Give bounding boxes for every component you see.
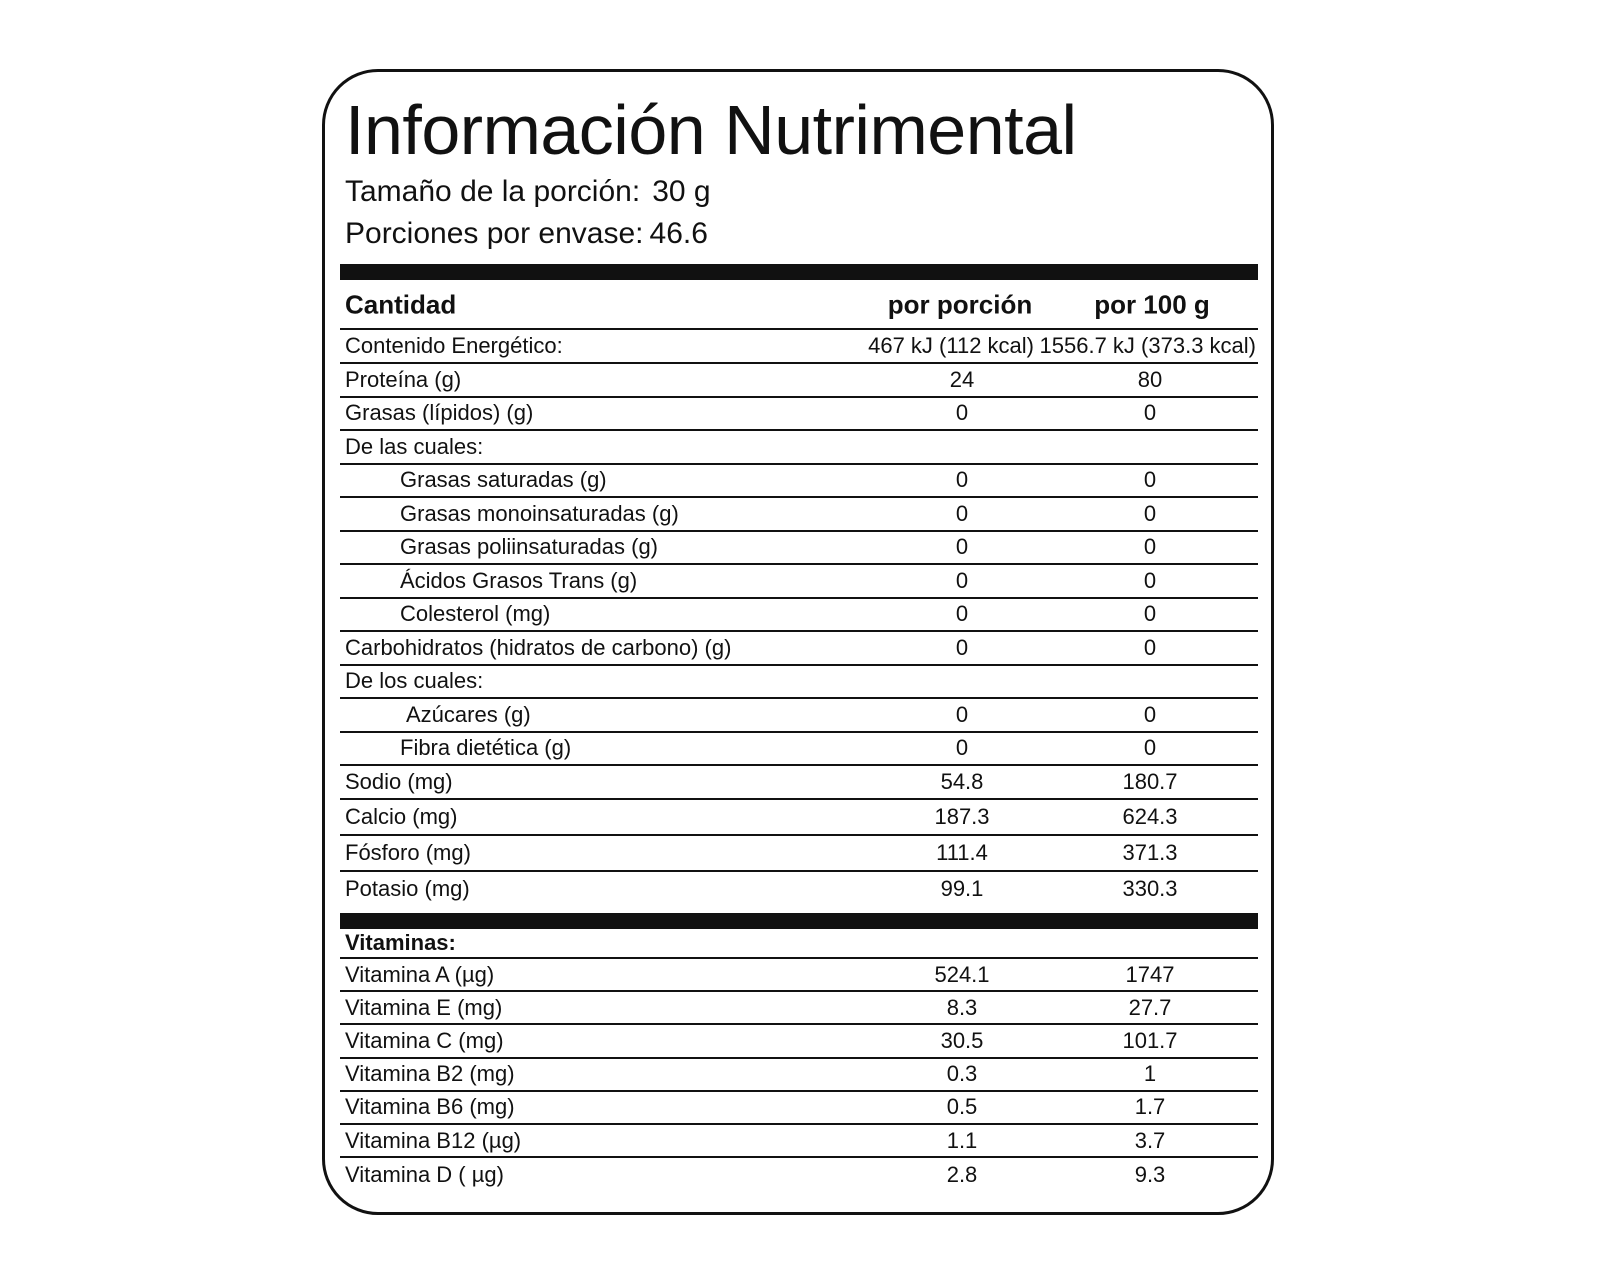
per-100g-value: 0	[1143, 534, 1157, 560]
nutrient-name: Grasas poliinsaturadas (g)	[400, 534, 659, 560]
vitamin-name: Vitamina B2 (mg)	[345, 1061, 515, 1087]
vitamins-heading-row	[340, 929, 1258, 959]
vitamins-heading: Vitaminas:	[345, 930, 456, 955]
top-divider	[340, 264, 1258, 280]
nutrient-name: Ácidos Grasos Trans (g)	[400, 567, 638, 593]
vitamin-name: Vitamina E (mg)	[345, 994, 503, 1020]
header-quantity: Cantidad	[345, 289, 457, 320]
per-100g-value: 0	[1143, 634, 1157, 660]
energy-per-100g: 1556.7 kJ (373.3 kcal)	[1039, 333, 1256, 358]
header-per-100g: por 100 g	[1094, 289, 1210, 320]
vitamins-table	[340, 929, 1258, 1191]
vitamin-name: Vitamina B6 (mg)	[345, 1094, 515, 1120]
table-row	[340, 398, 1258, 432]
serving-size	[345, 174, 711, 210]
table-row	[340, 733, 1258, 767]
per-100g-value: 101.7	[1122, 1027, 1178, 1053]
table-row	[340, 364, 1258, 398]
table-row	[340, 1025, 1258, 1058]
per-100g-value: 27.7	[1128, 994, 1172, 1020]
per-100g-value: 0	[1143, 467, 1157, 493]
servings-per-container	[345, 216, 708, 252]
per-serving-value: 0	[955, 400, 969, 426]
per-serving-value: 2.8	[946, 1161, 978, 1187]
per-serving-value: 99.1	[940, 875, 984, 901]
per-serving-value: 0	[955, 467, 969, 493]
servings-value: 46.6	[649, 217, 708, 250]
per-serving-value: 0.3	[946, 1061, 978, 1087]
vitamin-name: Vitamina D ( µg)	[345, 1161, 504, 1187]
table-row	[340, 1059, 1258, 1092]
per-100g-value: 0	[1143, 400, 1157, 426]
per-serving-value: 54.8	[940, 768, 984, 794]
energy-row	[340, 330, 1258, 364]
nutrient-name: Potasio (mg)	[345, 875, 470, 901]
per-100g-value: 80	[1137, 366, 1163, 392]
per-100g-value: 180.7	[1122, 768, 1178, 794]
nutrient-name: Grasas (lípidos) (g)	[345, 400, 534, 426]
nutrient-group-label: De las cuales:	[345, 433, 484, 459]
per-100g-value: 1747	[1125, 961, 1175, 987]
nutrient-name: Fibra dietética (g)	[400, 735, 572, 761]
table-row	[340, 565, 1258, 599]
per-serving-value: 0	[955, 634, 969, 660]
table-row	[340, 699, 1258, 733]
table-row	[340, 836, 1258, 872]
nutrient-name: Azúcares (g)	[406, 701, 531, 727]
per-100g-value: 1	[1143, 1061, 1157, 1087]
vitamins-divider	[340, 913, 1258, 929]
nutrient-table	[340, 282, 1258, 906]
serving-size-label: Tamaño de la porción:	[345, 175, 641, 208]
header-per-serving: por porción	[887, 289, 1033, 320]
nutrient-name: Proteína (g)	[345, 366, 462, 392]
per-serving-value: 0	[955, 601, 969, 627]
table-row	[340, 1158, 1258, 1191]
table-header	[340, 282, 1258, 330]
per-serving-value: 0	[955, 701, 969, 727]
table-row	[340, 599, 1258, 633]
per-serving-value: 8.3	[946, 994, 978, 1020]
nutrient-name: Grasas monoinsaturadas (g)	[400, 500, 679, 526]
table-row	[340, 872, 1258, 906]
per-serving-value: 187.3	[934, 803, 990, 829]
per-serving-value: 30.5	[940, 1027, 984, 1053]
per-100g-value: 330.3	[1122, 875, 1178, 901]
vitamin-name: Vitamina B12 (µg)	[345, 1127, 522, 1153]
nutrient-name: Carbohidratos (hidratos de carbono) (g)	[345, 634, 732, 660]
per-100g-value: 624.3	[1122, 803, 1178, 829]
table-row	[340, 498, 1258, 532]
table-row	[340, 1125, 1258, 1158]
energy-per-serving: 467 kJ (112 kcal)	[868, 333, 1034, 358]
per-100g-value: 0	[1143, 735, 1157, 761]
vitamin-name: Vitamina A (µg)	[345, 961, 495, 987]
vitamin-name: Vitamina C (mg)	[345, 1027, 504, 1053]
per-serving-value: 24	[949, 366, 975, 392]
per-serving-value: 0.5	[946, 1094, 978, 1120]
table-row	[340, 532, 1258, 566]
table-row	[340, 666, 1258, 700]
serving-size-value: 30 g	[652, 175, 711, 208]
energy-label: Contenido Energético:	[345, 333, 563, 358]
table-row	[340, 431, 1258, 465]
per-100g-value: 0	[1143, 601, 1157, 627]
per-serving-value: 1.1	[946, 1127, 978, 1153]
table-row	[340, 992, 1258, 1025]
nutrient-name: Sodio (mg)	[345, 768, 453, 794]
nutrient-name: Colesterol (mg)	[400, 601, 551, 627]
per-100g-value: 0	[1143, 701, 1157, 727]
table-row	[340, 959, 1258, 992]
per-serving-value: 111.4	[936, 839, 988, 865]
per-100g-value: 9.3	[1134, 1161, 1166, 1187]
label-title: Información Nutrimental	[345, 91, 1077, 169]
nutrient-group-label: De los cuales:	[345, 668, 484, 694]
table-row	[340, 766, 1258, 800]
per-serving-value: 0	[955, 500, 969, 526]
per-100g-value: 0	[1143, 567, 1157, 593]
table-row	[340, 632, 1258, 666]
per-100g-value: 3.7	[1134, 1127, 1166, 1153]
table-row	[340, 800, 1258, 836]
nutrient-name: Grasas saturadas (g)	[400, 467, 607, 493]
per-serving-value: 0	[955, 534, 969, 560]
per-100g-value: 371.3	[1122, 839, 1178, 865]
per-serving-value: 0	[955, 567, 969, 593]
table-row	[340, 1092, 1258, 1125]
nutrient-name: Fósforo (mg)	[345, 839, 471, 865]
servings-label: Porciones por envase:	[345, 217, 644, 250]
per-100g-value: 1.7	[1134, 1094, 1166, 1120]
table-row	[340, 465, 1258, 499]
per-serving-value: 0	[955, 735, 969, 761]
per-serving-value: 524.1	[934, 961, 990, 987]
per-100g-value: 0	[1143, 500, 1157, 526]
nutrient-name: Calcio (mg)	[345, 803, 458, 829]
